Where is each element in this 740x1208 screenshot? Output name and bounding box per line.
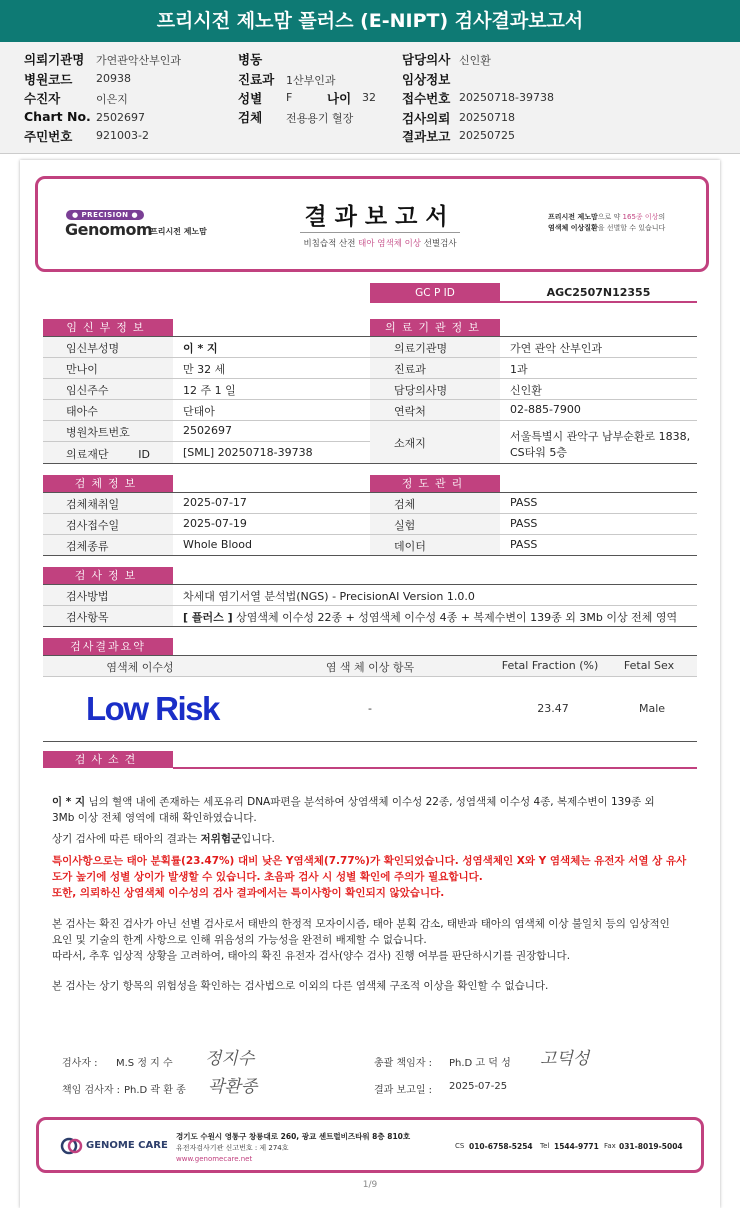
- meta-label: 성별: [238, 91, 263, 106]
- doctor-name: 신인환: [510, 384, 542, 397]
- qc-experiment: PASS: [510, 517, 538, 530]
- meta-label: 수진자: [24, 91, 61, 106]
- row-label: 실험: [394, 519, 416, 532]
- pregnant-age: 만 32 세: [183, 363, 226, 376]
- col-header-fetal-sex: Fetal Sex: [623, 659, 675, 672]
- institution-name: 가연 관악 산부인과: [510, 342, 603, 355]
- meta-value: 20250718: [459, 111, 515, 124]
- chief-tester-label: 책임 검사자 :: [62, 1085, 121, 1096]
- report-date-label: 결과 보고일 :: [374, 1085, 433, 1096]
- report-paper: [20, 160, 720, 1208]
- specimen-type: Whole Blood: [183, 538, 252, 551]
- page-number: 1/9: [362, 1180, 378, 1190]
- row-label: 의료재단 ID: [66, 448, 150, 461]
- meta-label: 진료과: [238, 72, 275, 87]
- qc-specimen: PASS: [510, 496, 538, 509]
- meta-label: 결과보고: [402, 129, 451, 144]
- genome-care-logo-icon: [60, 1136, 84, 1156]
- test-items: [ 플러스 ] 상염색체 이수성 22종 + 성염색체 이수성 4종 + 복제수변이 139종 외 3Mb 이상 전체 영역: [183, 611, 678, 624]
- request-meta: [0, 42, 740, 154]
- row-label: 진료과: [394, 363, 426, 376]
- col-header-fetal-fraction: Fetal Fraction (%): [501, 659, 599, 672]
- gcpid-label: GC P ID: [370, 283, 500, 303]
- col-header-abnormal-items: 염 색 체 이상 항목: [325, 661, 415, 674]
- address-line-1: 서울특별시 관악구 남부순환로 1838,: [510, 430, 691, 443]
- meta-label: 나이: [327, 91, 352, 106]
- page-title: 프리시전 제노맘 플러스 (E-NIPT) 검사결과보고서: [0, 0, 740, 42]
- precision-badge: ● PRECISION ●: [66, 210, 144, 220]
- footer-website-link[interactable]: www.genomecare.net: [176, 1155, 253, 1163]
- row-label: 검사방법: [66, 590, 109, 603]
- findings-paragraph-3: 본 검사는 확진 검사가 아닌 선별 검사로서 태반의 한정적 모자이시즘, 태아 분획 감소, 태반과 태아의 염색체 이상 불일치 등의 임상적인 요인 및 기술의 한계 사항으로 인해 위음성의 가능성을 완전히 배제할 수 없습니다. 따라서, 추후 임상적 상황을 고려하여, 태아의 확진 유전자 검사(양수 검사) 진행 여부를 판단하시기를 권장합니다.: [52, 918, 670, 962]
- footer-address: 경기도 수원시 영통구 창룡대로 260, 광교 센트럴비즈타워 8층 810호: [176, 1132, 411, 1141]
- abnormal-item-value: -: [368, 702, 372, 715]
- contact: 02-885-7900: [510, 403, 581, 416]
- gestational-age: 12 주 1 일: [183, 384, 236, 397]
- title-divider: [300, 232, 460, 233]
- row-label: 담당의사명: [394, 384, 448, 397]
- qc-data: PASS: [510, 538, 538, 551]
- tel-label: Tel: [540, 1142, 550, 1150]
- department: 1과: [510, 363, 528, 376]
- receipt-date: 2025-07-19: [183, 517, 247, 530]
- row-label: 검사항목: [66, 611, 109, 624]
- meta-value: 전용용기 혈장: [286, 112, 354, 125]
- meta-label: 검사의뢰: [402, 111, 451, 126]
- address-line-2: CS타워 5층: [510, 446, 568, 459]
- findings-paragraph-1: 이 * 지 님의 혈액 내에 존재하는 세포유리 DNA파편을 분석하여 상염색체 이수성 22종, 성염색체 이수성 4종, 복제수변이 139종 외 3Mb 이상 전체 영역에 대해 확인하였습니다.: [52, 796, 655, 824]
- row-label: 만나이: [66, 363, 98, 376]
- foundation-id: [SML] 20250718-39738: [183, 446, 313, 459]
- row-label: 검체채취일: [66, 498, 120, 511]
- section-institution-info: 의료기관정보: [370, 319, 500, 336]
- findings-paragraph-2: 상기 검사에 따른 태아의 결과는 저위험군입니다.: [52, 833, 275, 845]
- fetus-count: 단태아: [183, 405, 215, 418]
- col-header-aneuploidy: 염색체 이수성: [106, 661, 174, 674]
- director-name: Ph.D 고 덕 성: [449, 1058, 511, 1069]
- meta-value: 2502697: [96, 111, 145, 124]
- section-quality-control: 정도관리: [370, 475, 500, 492]
- row-label: 태아수: [66, 405, 98, 418]
- meta-value: 32: [362, 91, 376, 104]
- row-label: 검체종류: [66, 540, 109, 553]
- cs-number: 010-6758-5254: [469, 1142, 533, 1151]
- row-label: 병원차트번호: [66, 426, 130, 439]
- report-date-value: 2025-07-25: [449, 1081, 508, 1092]
- section-specimen-info: 검체정보: [43, 475, 173, 492]
- meta-value: F: [286, 91, 293, 104]
- chief-tester-name: Ph.D 곽 환 종: [124, 1085, 186, 1096]
- meta-value: 신인환: [459, 54, 491, 67]
- meta-value: 20250718-39738: [459, 91, 554, 104]
- chief-tester-signature: 곽환종: [208, 1077, 258, 1097]
- risk-result: Low Risk: [86, 690, 219, 727]
- section-result-summary: 검사결과요약: [43, 638, 173, 655]
- test-method: 차세대 염기서열 분석법(NGS) - PrecisionAI Version 1.0.0: [183, 590, 475, 603]
- fetal-sex-value: Male: [638, 702, 666, 715]
- meta-value: 1산부인과: [286, 74, 336, 87]
- row-label: 임신주수: [66, 384, 109, 397]
- row-label: 의료기관명: [394, 342, 448, 355]
- section-findings: 검사소견: [43, 751, 173, 768]
- row-label: 연락처: [394, 405, 426, 418]
- genomom-logo-sub: 프리시전 제노맘: [150, 227, 207, 236]
- meta-value: 921003-2: [96, 129, 149, 142]
- tester-name: M.S 정 지 수: [116, 1058, 173, 1069]
- meta-label: 담당의사: [402, 52, 451, 67]
- fetal-fraction-value: 23.47: [537, 702, 569, 715]
- chart-number: 2502697: [183, 424, 232, 437]
- genome-care-logo: GENOME CARE: [86, 1140, 168, 1151]
- row-label: 데이터: [394, 540, 426, 553]
- meta-value: 20938: [96, 72, 131, 85]
- row-label: 검사접수일: [66, 519, 120, 532]
- meta-label: 병원코드: [24, 72, 73, 87]
- gcpid-value: AGC2507N12355: [500, 283, 697, 303]
- meta-value: 가연관악산부인과: [96, 54, 182, 67]
- footer-license: 유전자검사기관 신고번호 : 제 274호: [176, 1144, 289, 1152]
- director-label: 총괄 책임자 :: [374, 1058, 433, 1069]
- meta-label: 임상정보: [402, 72, 451, 87]
- report-subtitle: 비침습적 산전 태아 염색체 이상 선별검사: [303, 239, 457, 249]
- row-label: 임신부성명: [66, 342, 120, 355]
- findings-special-notes: 특이사항으로는 태아 분획률(23.47%) 대비 낮은 Y염색체(7.77%)가 확인되었습니다. 성염색체인 X와 Y 염색체는 유전자 서열 상 유사 도가 높기에 성별 상이가 발생할 수 있습니다. 초음파 검사 시 성별 확인에 주의가 필요합니다. 또한, 의뢰하신 상염색체 이수성의 검사 결과에서는 특이사항이 확인되지 않았습니다.: [52, 855, 687, 899]
- director-signature: 고덕성: [540, 1049, 590, 1069]
- meta-label: 의뢰기관명: [24, 52, 85, 67]
- meta-label: 접수번호: [402, 91, 451, 106]
- header-tagline: 프리시전 제노맘으로 약 165종 이상의 염색체 이상질환을 선별할 수 있습니다: [548, 213, 666, 232]
- meta-value: 이은지: [96, 93, 128, 106]
- genomom-logo: Genomom: [65, 220, 153, 239]
- meta-label: Chart No.: [24, 109, 91, 124]
- row-label: 검체: [394, 498, 416, 511]
- tester-signature: 정지수: [205, 1049, 255, 1069]
- pregnant-name: 이 * 지: [183, 342, 218, 355]
- row-label: 소재지: [394, 437, 426, 450]
- fax-label: Fax: [604, 1142, 616, 1150]
- cs-label: CS: [455, 1142, 465, 1150]
- section-pregnant-info: 임신부정보: [43, 319, 173, 336]
- meta-label: 주민번호: [24, 129, 73, 144]
- section-test-info: 검사정보: [43, 567, 173, 584]
- tester-label: 검사자 :: [62, 1058, 98, 1069]
- collection-date: 2025-07-17: [183, 496, 247, 509]
- meta-label: 병동: [238, 52, 263, 67]
- fax-number: 031-8019-5004: [619, 1142, 683, 1151]
- findings-paragraph-4: 본 검사는 상기 항목의 위험성을 확인하는 검사법으로 이외의 다른 염색체 구조적 이상을 확인할 수 없습니다.: [52, 980, 549, 992]
- tel-number: 1544-9771: [554, 1142, 599, 1151]
- meta-value: 20250725: [459, 129, 515, 142]
- report-title: 결과보고서: [304, 203, 456, 230]
- meta-label: 검체: [238, 110, 263, 125]
